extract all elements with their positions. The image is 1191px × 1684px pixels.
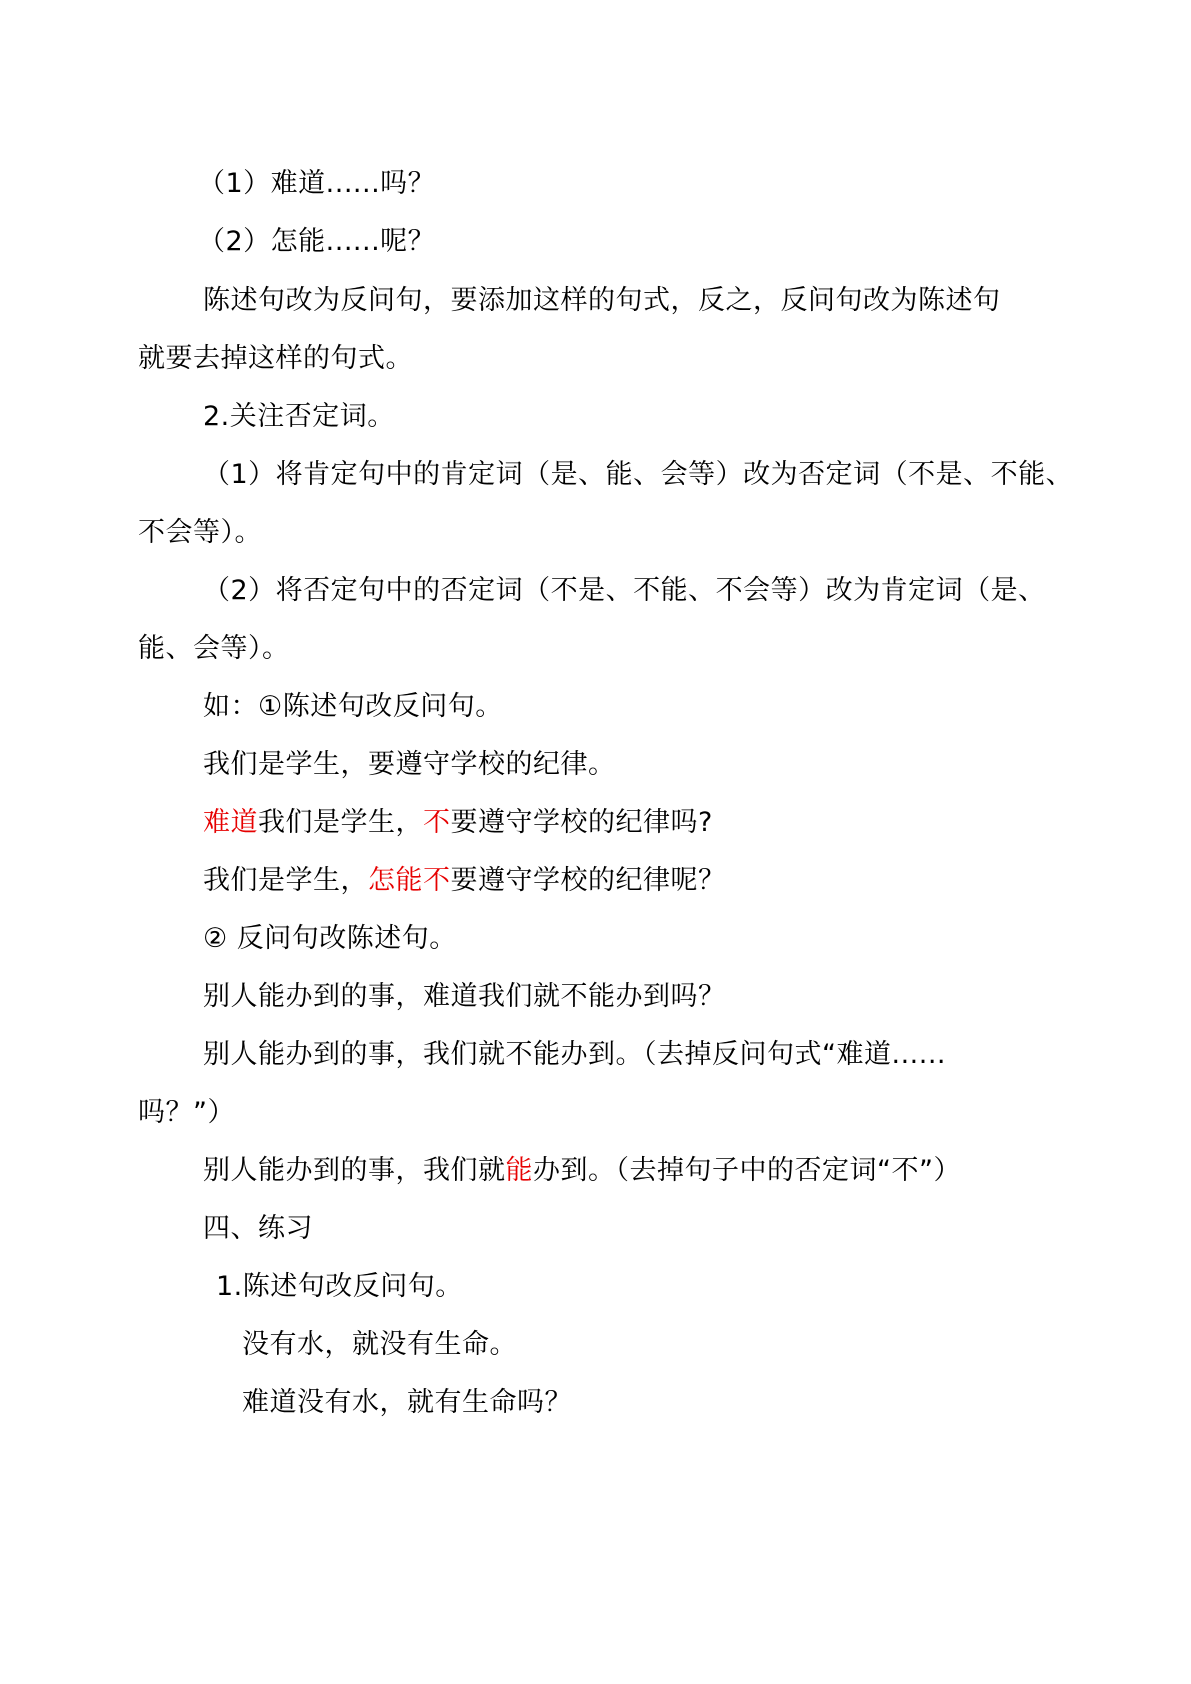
example-1-statement: 我们是学生，要遵守学校的纪律。 [203,749,616,780]
sentence-text: 要遵守学校的纪律呢？ [450,865,726,896]
example-2-step-2 [203,1153,961,1189]
highlight-nandao: 难道 [203,807,258,838]
example-1-heading: 如：①陈述句改反问句。 [203,691,503,722]
example-1-question-a [203,805,713,841]
practice-1-heading: 1.陈述句改反问句。 [216,1271,463,1302]
practice-1-answer: 难道没有水，就有生命吗？ [242,1387,572,1418]
example-1-question-b [203,863,726,899]
example-2-step-1: 别人能办到的事，我们就不能办到。（去掉反问句式“难道...... [203,1039,946,1070]
pattern-2-zenneng: （2）怎能......呢？ [198,226,436,257]
paragraph-conversion-rule-cont: 就要去掉这样的句式。 [138,343,413,374]
paragraph-conversion-rule: 陈述句改为反问句，要添加这样的句式，反之，反问句改为陈述句 [203,285,1001,316]
practice-1-statement: 没有水，就没有生命。 [242,1329,517,1360]
example-2-step-1-cont: 吗？”） [138,1097,235,1128]
rule-affirmative-to-negative: （1）将肯定句中的肯定词（是、能、会等）改为否定词（不是、不能、 [203,459,1074,490]
sentence-text: 我们是学生， [203,865,368,896]
sentence-text: 别人能办到的事，我们就 [203,1155,506,1186]
rule-negative-to-affirmative: （2）将否定句中的否定词（不是、不能、不会等）改为肯定词（是、 [203,575,1046,606]
example-2-question: 别人能办到的事，难道我们就不能办到吗？ [203,981,726,1012]
highlight-zennengbu: 怎能不 [368,865,451,896]
rule-affirmative-to-negative-cont: 不会等）。 [138,517,262,548]
sentence-text: 要遵守学校的纪律吗? [450,807,713,838]
heading-negation-words: 2.关注否定词。 [203,401,395,432]
sentence-text: 办到。（去掉句子中的否定词“不”） [533,1155,961,1186]
section-practice-heading: 四、练习 [203,1213,313,1244]
rule-negative-to-affirmative-cont: 能、会等）。 [138,633,290,664]
highlight-bu: 不 [423,807,451,838]
sentence-text: 我们是学生， [258,807,423,838]
example-2-heading: ② 反问句改陈述句。 [203,923,457,954]
highlight-neng: 能 [505,1155,533,1186]
pattern-1-nandao: （1）难道......吗？ [198,168,436,199]
